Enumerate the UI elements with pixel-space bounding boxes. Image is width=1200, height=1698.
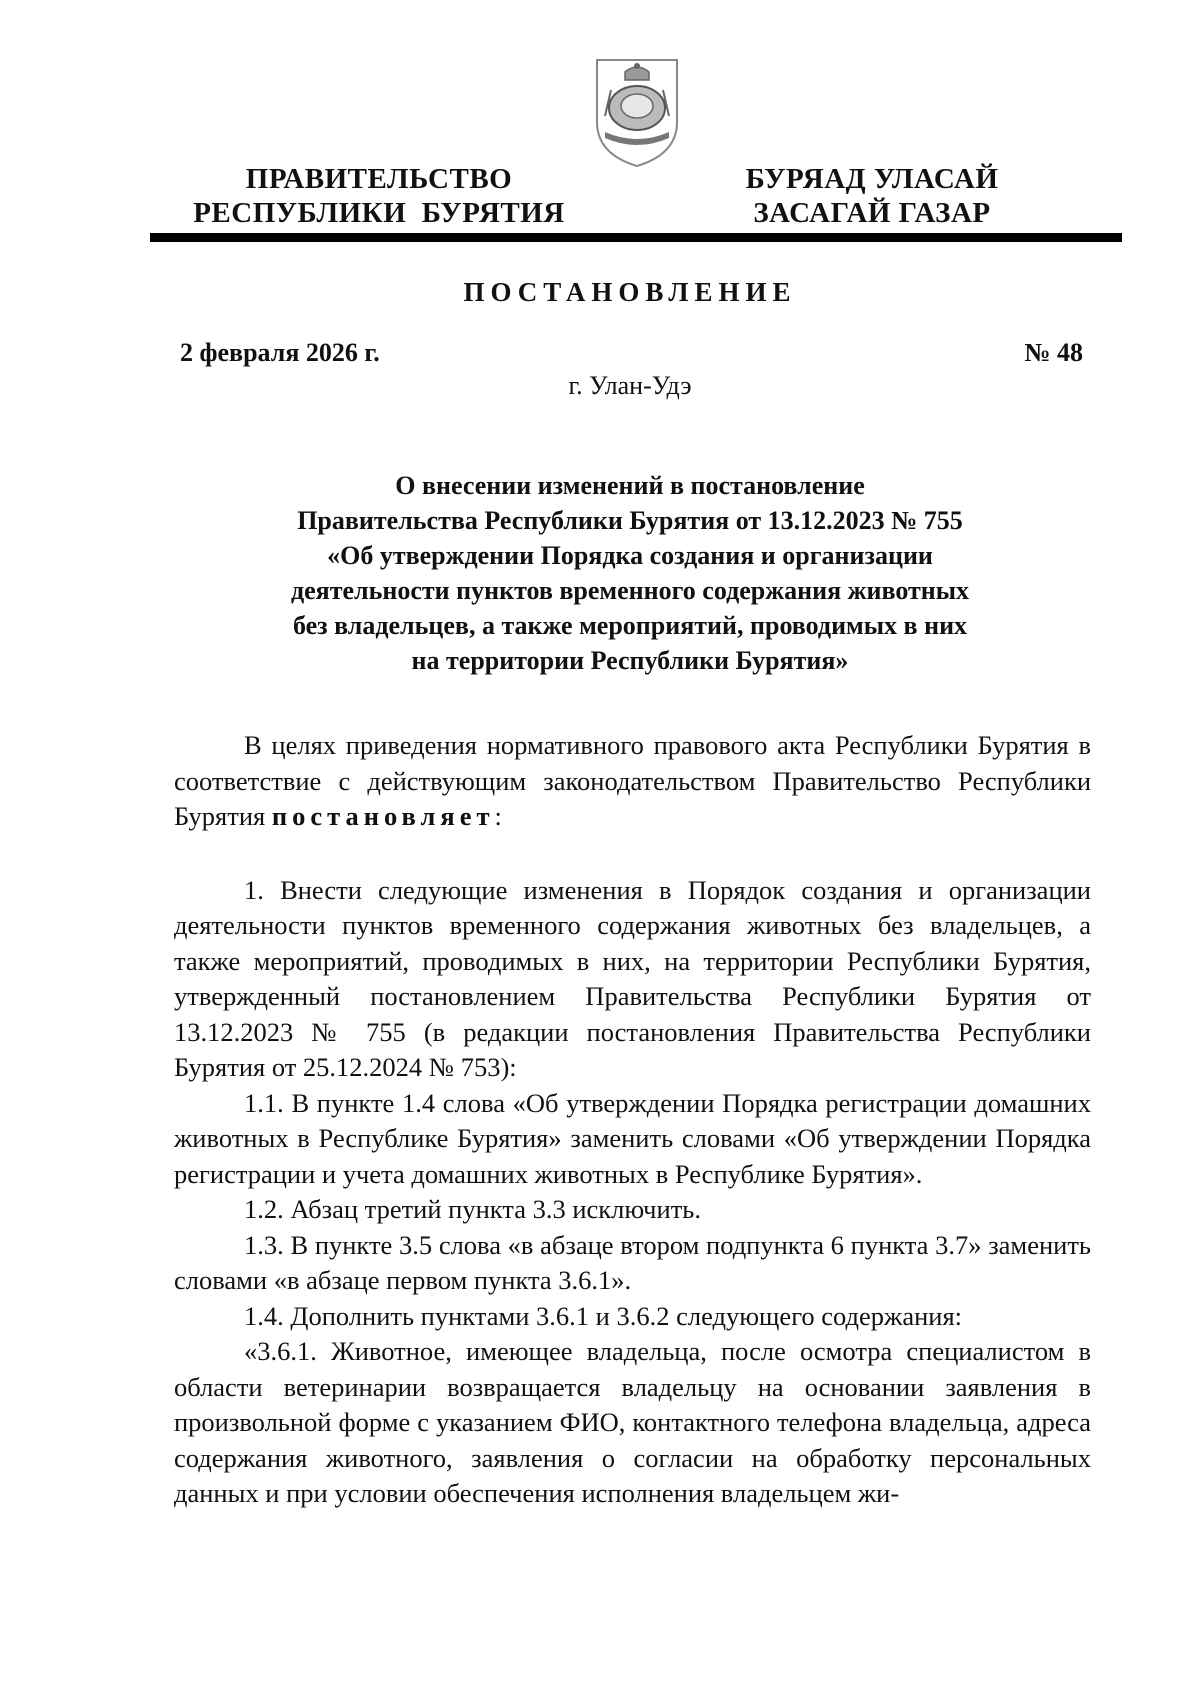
paragraph: «3.6.1. Животное, имеющее владельца, после осмотра специалистом в области ветеринарии возвращается владельцу на основании заявления в произвольной форме с указанием ФИО, контактного телефона владельца, адреса содержания животного, заявления о согласии на обработку персональных данных и при условии обеспечения исполнения владельцем жи- <box>174 1336 1091 1508</box>
document-body <box>174 728 1091 1512</box>
paragraph: 1.1. В пункте 1.4 слова «Об утверждении Порядка регистрации домашних животных в Республике Бурятия» заменить словами «Об утверждении Порядка регистрации и учета домашних животных в Республике Бурятия». <box>174 1087 1091 1189</box>
government-name-russian <box>159 162 599 230</box>
preamble-text: В целях приведения нормативного правового акта Республики Бурятия в соответствие с действующим законодательством Правительство Республики Бурятия <box>174 730 1091 831</box>
title-line: без владельцев, а также мероприятий, проводимых в них <box>292 611 968 640</box>
header-left-line1: ПРАВИТЕЛЬСТВО <box>245 163 513 195</box>
document-date: 2 февраля 2026 г. <box>180 338 380 367</box>
title-line: Правительства Республики Бурятия от 13.12.2023 № 755 <box>297 506 963 535</box>
header-left-line2: РЕСПУБЛИКИ БУРЯТИЯ <box>193 197 565 229</box>
government-name-buryat <box>742 162 1002 230</box>
document-city: г. Улан-Удэ <box>568 371 692 400</box>
document-number: № 48 <box>1024 338 1083 367</box>
document-title <box>200 468 1060 678</box>
title-line: деятельности пунктов временного содержания животных <box>290 576 970 605</box>
paragraph: 1.4. Дополнить пунктами 3.6.1 и 3.6.2 следующего содержания: <box>244 1300 963 1331</box>
title-line: «Об утверждении Порядка создания и организации <box>327 541 933 570</box>
header-right-line1: БУРЯАД УЛАСАЙ <box>745 163 999 195</box>
coat-of-arms-icon <box>591 50 683 170</box>
paragraph: 1.2. Абзац третий пункта 3.3 исключить. <box>244 1194 701 1224</box>
title-line: на территории Республики Бурятия» <box>411 646 849 675</box>
document-type: ПОСТАНОВЛЕНИЕ <box>463 277 797 307</box>
header-rule <box>150 233 1122 242</box>
title-line: О внесении изменений в постановление <box>395 471 865 500</box>
paragraph: 1.3. В пункте 3.5 слова «в абзаце втором подпункта 6 пункта 3.7» заменить словами «в абзаце первом пункта 3.6.1». <box>174 1229 1091 1295</box>
header-right-line2: ЗАСАГАЙ ГАЗАР <box>753 197 991 229</box>
preamble-emph: постановляет <box>271 801 495 831</box>
preamble <box>174 728 1091 835</box>
preamble-tail: : <box>494 801 502 831</box>
paragraph: 1. Внести следующие изменения в Порядок создания и организации деятельности пунктов временного содержания животных без владельцев, а также мероприятий, проводимых в них, на территории Республики Бурятия, утвержденный постановлением Правительства Республики Бурятия от 13.12.2023 № 755 (в редакции постановления Правительства Республики Бурятия от 25.12.2024 № 753): <box>174 874 1091 1082</box>
